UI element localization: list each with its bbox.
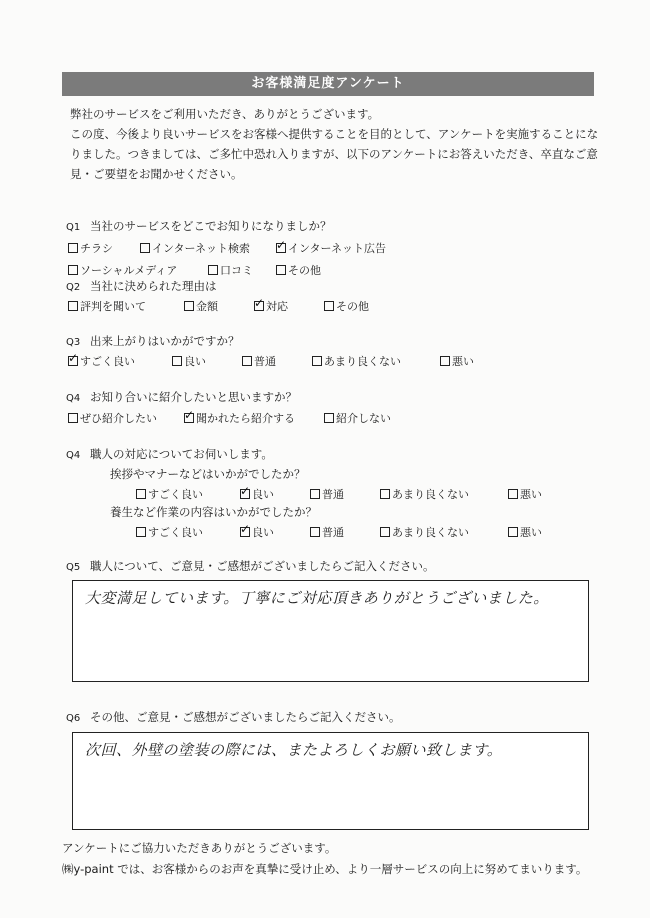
option-label: 悪い	[520, 526, 542, 539]
footer-company-message: ㈱y-paint では、お客様からのお声を真摯に受け止め、より一層サービスの向上に努めてまいります。	[62, 862, 588, 876]
option-label: 普通	[322, 488, 344, 501]
q6-text: その他、ご意見・ご感想がございましたらご記入ください。	[90, 710, 401, 724]
q4a-heading	[66, 389, 297, 405]
checked-checkbox-icon[interactable]	[254, 301, 264, 311]
survey-title: お客様満足度アンケート	[62, 72, 594, 96]
q2-option-service[interactable]	[254, 298, 288, 314]
option-label: 紹介しない	[336, 412, 391, 425]
q6-number: Q6	[66, 713, 81, 724]
option-label: すごく良い	[148, 488, 203, 501]
option-label: その他	[336, 300, 369, 313]
q4b-sub2-option-not-good[interactable]	[380, 524, 469, 540]
option-label: 聞かれたら紹介する	[196, 412, 295, 425]
q4b-heading	[66, 446, 273, 462]
option-label: すごく良い	[148, 526, 203, 539]
q2-option-price[interactable]	[184, 298, 218, 314]
checkbox-icon[interactable]	[312, 356, 322, 366]
q4a-option-if-asked[interactable]	[184, 410, 295, 426]
checkbox-icon[interactable]	[208, 265, 218, 275]
q5-text: 職人について、ご意見・ご感想がございましたらご記入ください。	[90, 559, 435, 573]
option-label: 良い	[252, 526, 274, 539]
q4a-option-no[interactable]	[324, 410, 391, 426]
q3-option-bad[interactable]	[440, 353, 474, 369]
option-label: チラシ	[80, 242, 113, 255]
checkbox-icon[interactable]	[136, 489, 146, 499]
q4b-sub1-option-bad[interactable]	[508, 486, 542, 502]
checked-checkbox-icon[interactable]	[240, 527, 250, 537]
checkbox-icon[interactable]	[68, 265, 78, 275]
option-label: 普通	[254, 355, 276, 368]
q4b-sub1-text: 挨拶やマナーなどはいかがでしたか？	[110, 467, 306, 481]
checkbox-icon[interactable]	[140, 243, 150, 253]
q4b-sub2-option-bad[interactable]	[508, 524, 542, 540]
checkbox-icon[interactable]	[276, 265, 286, 275]
checkbox-icon[interactable]	[68, 243, 78, 253]
option-label: すごく良い	[80, 355, 135, 368]
checkbox-icon[interactable]	[136, 527, 146, 537]
q4b-sub2-option-average[interactable]	[310, 524, 344, 540]
q3-option-good[interactable]	[172, 353, 206, 369]
option-label: 良い	[252, 488, 274, 501]
q4b-sub2-text: 養生など作業の内容はいかがでしたか？	[110, 505, 317, 519]
checkbox-icon[interactable]	[184, 301, 194, 311]
checkbox-icon[interactable]	[440, 356, 450, 366]
q2-option-reputation[interactable]	[68, 298, 146, 314]
checkbox-icon[interactable]	[508, 527, 518, 537]
checkbox-icon[interactable]	[68, 413, 78, 423]
intro-line-3: りました。つきましては、ご多忙中恐れ入りますが、以下のアンケートにお答えいただき、卒直なご意	[70, 147, 598, 161]
q1-heading	[66, 218, 332, 234]
checkbox-icon[interactable]	[310, 527, 320, 537]
q2-text: 当社に決められた理由は	[90, 279, 217, 293]
option-label: 悪い	[452, 355, 474, 368]
q3-text: 出来上がりはいかがですか？	[90, 334, 240, 348]
option-label: 金額	[196, 300, 218, 313]
option-label: ぜひ紹介したい	[80, 412, 157, 425]
option-label: 口コミ	[220, 264, 253, 277]
checked-checkbox-icon[interactable]	[276, 243, 286, 253]
checkbox-icon[interactable]	[324, 413, 334, 423]
q1-option-flyer[interactable]	[68, 240, 113, 256]
option-label: 対応	[266, 300, 288, 313]
q1-option-web-ad[interactable]	[276, 240, 386, 256]
q4b-sub1-option-good[interactable]	[240, 486, 274, 502]
q3-option-very-good[interactable]	[68, 353, 135, 369]
q4b-number: Q4	[66, 450, 81, 461]
q5-number: Q5	[66, 562, 81, 573]
checkbox-icon[interactable]	[508, 489, 518, 499]
q5-handwritten-answer: 大変満足しています。丁寧にご対応頂きありがとうございました。	[85, 589, 549, 607]
checkbox-icon[interactable]	[242, 356, 252, 366]
option-label: その他	[288, 264, 321, 277]
q3-option-average[interactable]	[242, 353, 276, 369]
q3-heading	[66, 333, 240, 349]
q4b-sub1-option-not-good[interactable]	[380, 486, 469, 502]
checkbox-icon[interactable]	[380, 527, 390, 537]
option-label: 普通	[322, 526, 344, 539]
q1-option-other[interactable]	[276, 262, 321, 278]
option-label: インターネット検索	[152, 242, 251, 255]
checkbox-icon[interactable]	[172, 356, 182, 366]
option-label: インターネット広告	[288, 242, 387, 255]
q2-option-other[interactable]	[324, 298, 369, 314]
footer-thanks: アンケートにご協力いただきありがとうございます。	[62, 841, 337, 855]
q4a-text: お知り合いに紹介したいと思いますか？	[90, 390, 297, 404]
option-label: ソーシャルメディア	[80, 264, 178, 277]
q1-text: 当社のサービスをどこでお知りになりましか？	[90, 219, 332, 233]
q1-option-social-media[interactable]	[68, 262, 177, 278]
q5-answer-box[interactable]	[72, 580, 589, 682]
q5-heading	[66, 558, 435, 574]
q3-number: Q3	[66, 337, 81, 348]
option-label: 悪い	[520, 488, 542, 501]
checkbox-icon[interactable]	[380, 489, 390, 499]
q4a-option-definitely[interactable]	[68, 410, 157, 426]
intro-line-2: この度、今後より良いサービスをお客様へ提供することを目的として、アンケートを実施することにな	[70, 127, 599, 141]
q3-option-not-good[interactable]	[312, 353, 401, 369]
checked-checkbox-icon[interactable]	[68, 356, 78, 366]
q1-number: Q1	[66, 222, 81, 233]
q1-option-web-search[interactable]	[140, 240, 250, 256]
q4b-sub1-option-average[interactable]	[310, 486, 344, 502]
option-label: あまり良くない	[324, 355, 401, 368]
q4a-number: Q4	[66, 393, 81, 404]
checkbox-icon[interactable]	[310, 489, 320, 499]
q6-handwritten-answer: 次回、外壁の塗装の際には、またよろしくお願い致します。	[85, 741, 503, 759]
intro-line-4: 見・ご要望をお聞かせください。	[70, 167, 243, 181]
option-label: 評判を聞いて	[80, 300, 146, 313]
q4b-sub2-option-good[interactable]	[240, 524, 274, 540]
q6-heading	[66, 709, 401, 725]
q2-number: Q2	[66, 282, 81, 293]
option-label: あまり良くない	[392, 526, 469, 539]
option-label: あまり良くない	[392, 488, 469, 501]
checked-checkbox-icon[interactable]	[240, 489, 250, 499]
intro-text	[70, 104, 610, 184]
intro-line-1: 弊社のサービスをご利用いただき、ありがとうございます。	[70, 107, 380, 121]
checked-checkbox-icon[interactable]	[184, 413, 194, 423]
q4b-text: 職人の対応についてお伺いします。	[90, 447, 273, 461]
q2-heading	[66, 278, 217, 294]
checkbox-icon[interactable]	[68, 301, 78, 311]
option-label: 良い	[184, 355, 206, 368]
q4b-sub2-option-very-good[interactable]	[136, 524, 203, 540]
checkbox-icon[interactable]	[324, 301, 334, 311]
q1-option-word-of-mouth[interactable]	[208, 262, 253, 278]
q6-answer-box[interactable]	[72, 732, 589, 830]
q4b-sub1-option-very-good[interactable]	[136, 486, 203, 502]
